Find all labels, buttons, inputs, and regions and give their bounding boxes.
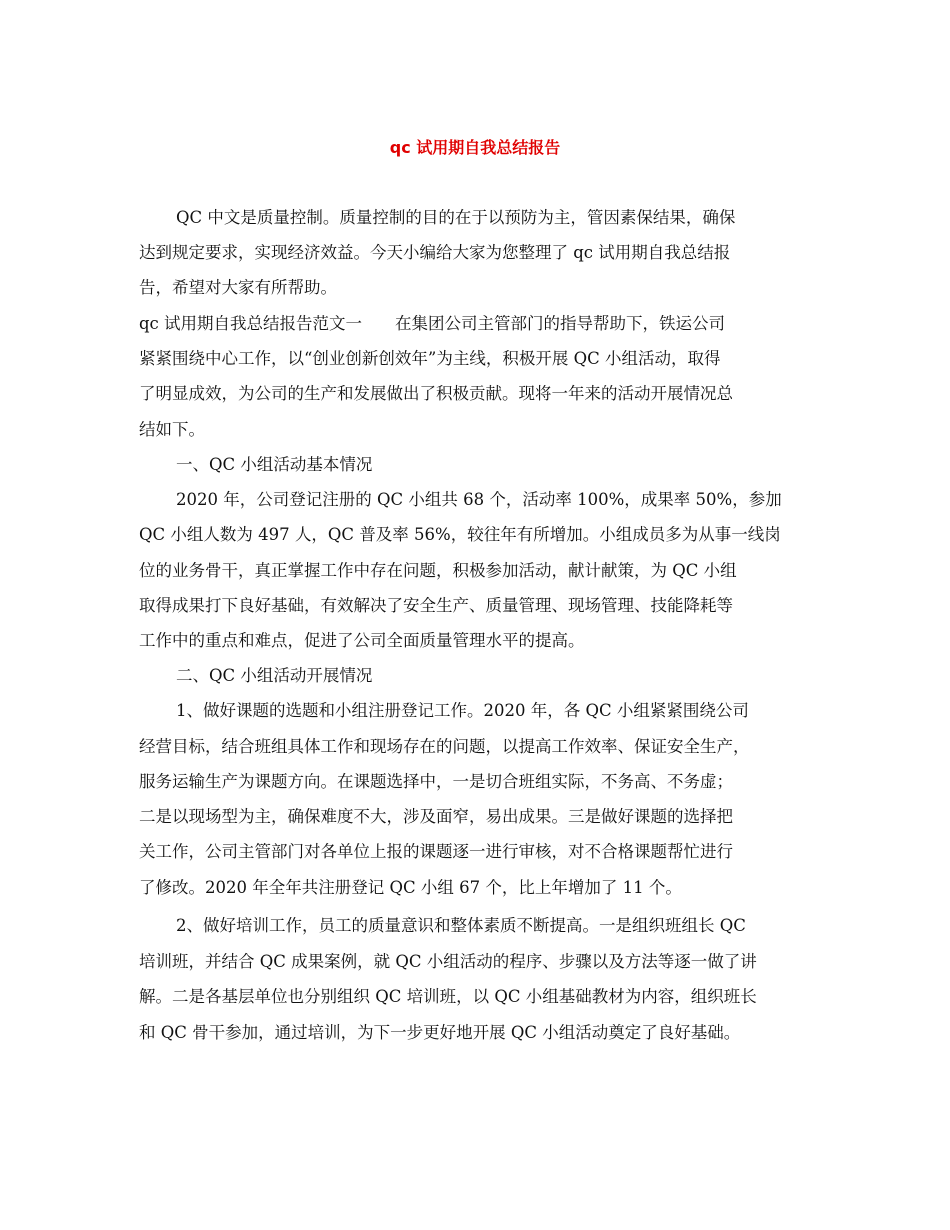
paragraph-line: 位的业务骨干，真正掌握工作中存在问题，积极参加活动，献计献策，为 QC 小组	[139, 561, 737, 580]
paragraph-line: 二是以现场型为主，确保难度不大，涉及面窄，易出成果。三是做好课题的选择把	[139, 807, 733, 826]
paragraph-line: 了修改。2020 年全年共注册登记 QC 小组 67 个，比上年增加了 11 个。	[139, 878, 682, 897]
paragraph-line: 2、做好培训工作，员工的质量意识和整体素质不断提高。一是组织班组长 QC	[176, 916, 746, 935]
paragraph-line: 取得成果打下良好基础，有效解决了安全生产、质量管理、现场管理、技能降耗等	[139, 596, 733, 615]
paragraph-line: 告，希望对大家有所帮助。	[139, 278, 337, 297]
paragraph-line: QC 中文是质量控制。质量控制的目的在于以预防为主，管因素保结果，确保	[176, 208, 736, 227]
paragraph-line: 达到规定要求，实现经济效益。今天小编给大家为您整理了 qc 试用期自我总结报	[139, 243, 731, 262]
paragraph-line: 工作中的重点和难点，促进了公司全面质量管理水平的提高。	[139, 631, 585, 650]
paragraph-line: QC 小组人数为 497 人，QC 普及率 56%，较往年有所增加。小组成员多为从事一线岗	[139, 525, 781, 544]
paragraph-line: qc 试用期自我总结报告范文一 在集团公司主管部门的指导帮助下，铁运公司	[139, 314, 726, 333]
paragraph-line: 2020 年，公司登记注册的 QC 小组共 68 个，活动率 100%，成果率 50%，参加	[176, 490, 782, 509]
paragraph-line: 培训班，并结合 QC 成果案例，就 QC 小组活动的程序、步骤以及方法等逐一做了讲	[139, 952, 757, 971]
section-heading: 二、QC 小组活动开展情况	[176, 666, 373, 685]
paragraph-line: 经营目标，结合班组具体工作和现场存在的问题，以提高工作效率、保证安全生产，	[139, 737, 750, 756]
paragraph-line: 解。二是各基层单位也分别组织 QC 培训班，以 QC 小组基础教材为内容，组织班长	[139, 987, 757, 1006]
paragraph-line: 关工作，公司主管部门对各单位上报的课题逐一进行审核，对不合格课题帮忙进行	[139, 842, 733, 861]
paragraph-line: 和 QC 骨干参加，通过培训，为下一步更好地开展 QC 小组活动奠定了良好基础。	[139, 1023, 741, 1042]
paragraph-line: 1、做好课题的选题和小组注册登记工作。2020 年，各 QC 小组紧紧围绕公司	[176, 701, 749, 720]
paragraph-line: 了明显成效，为公司的生产和发展做出了积极贡献。现将一年来的活动开展情况总	[139, 384, 733, 403]
paragraph-line: 结如下。	[139, 420, 205, 439]
section-heading: 一、QC 小组活动基本情况	[176, 455, 373, 474]
paragraph-line: 服务运输生产为课题方向。在课题选择中，一是切合班组实际，不务高、不务虚；	[139, 772, 733, 791]
paragraph-line: 紧紧围绕中心工作，以“创业创新创效年”为主线，积极开展 QC 小组活动，取得	[139, 349, 721, 368]
document-title: qc 试用期自我总结报告	[389, 138, 561, 157]
